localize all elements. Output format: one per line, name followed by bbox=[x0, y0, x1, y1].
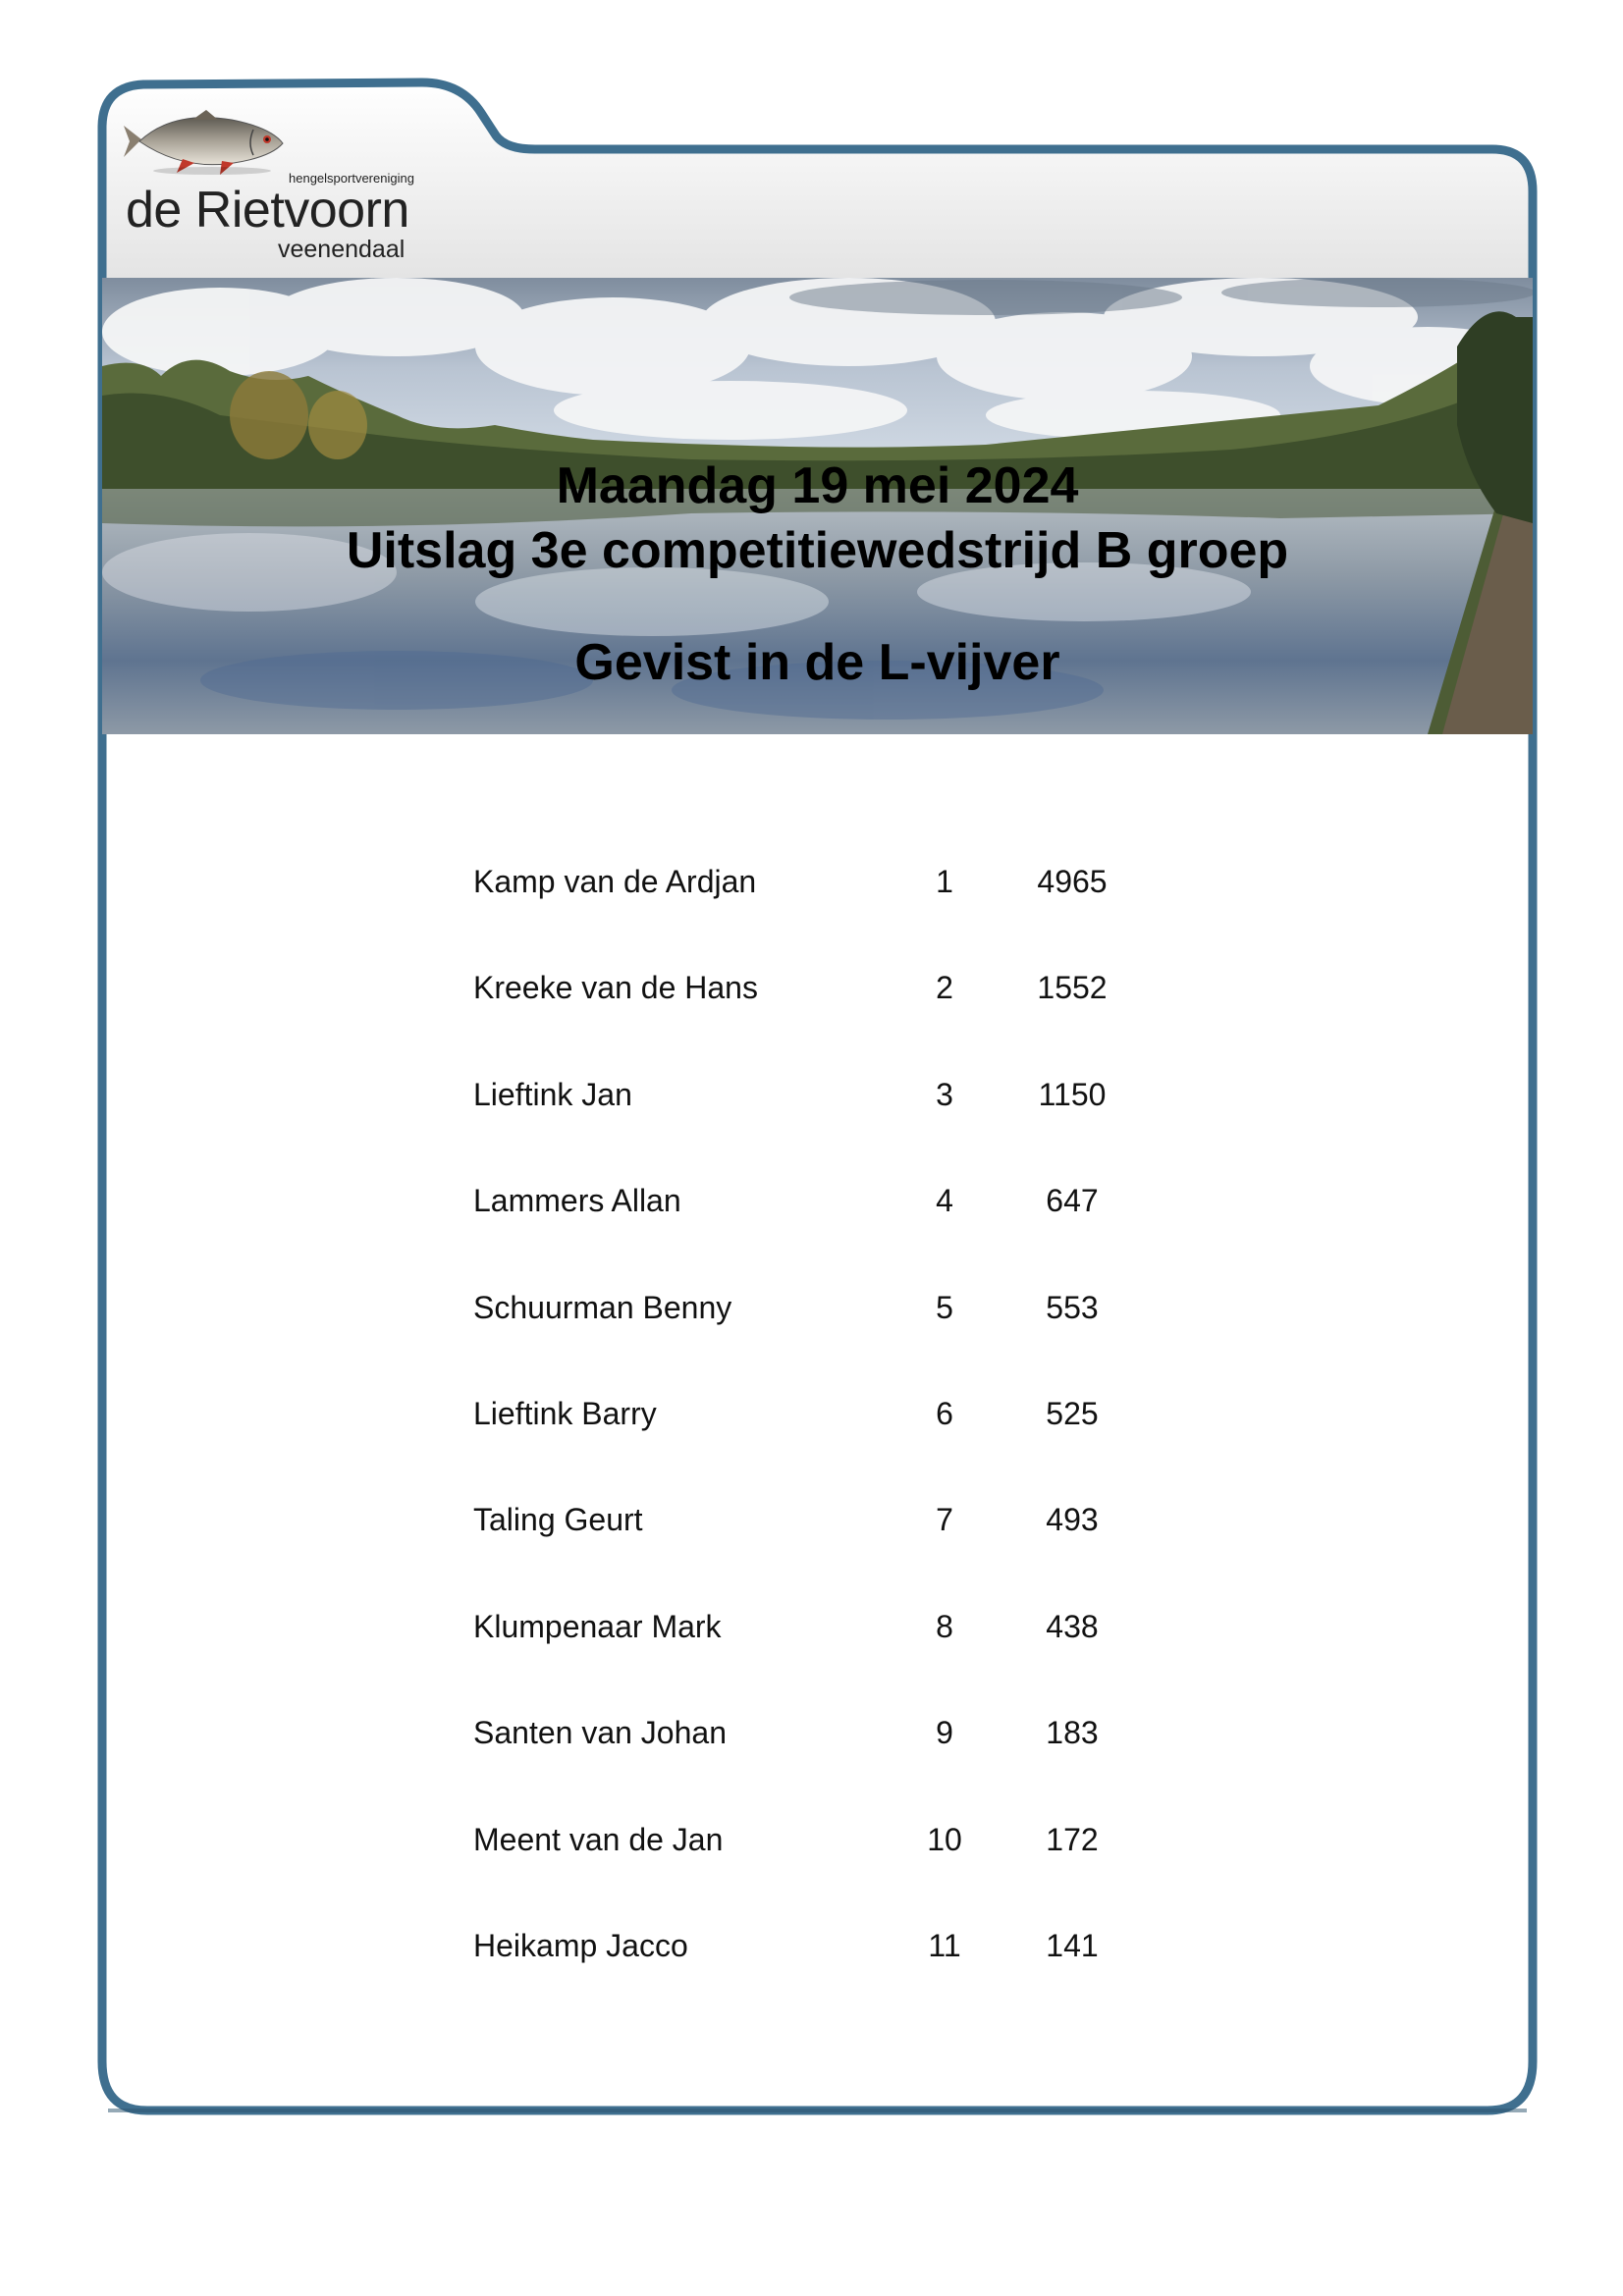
match-date: Maandag 19 mei 2024 bbox=[556, 457, 1079, 514]
result-row bbox=[473, 1290, 1219, 1396]
participant-name: Taling Geurt bbox=[473, 1502, 643, 1538]
participant-weight: 553 bbox=[1046, 1289, 1099, 1325]
participant-name: Lammers Allan bbox=[473, 1183, 681, 1219]
participant-rank: 1 bbox=[936, 864, 953, 899]
participant-weight: 1552 bbox=[1037, 970, 1108, 1006]
club-logo bbox=[116, 106, 430, 273]
participant-weight: 525 bbox=[1046, 1395, 1099, 1431]
participant-weight: 493 bbox=[1046, 1502, 1099, 1538]
participant-name: Kreeke van de Hans bbox=[473, 970, 758, 1006]
match-location: Gevist in de L-vijver bbox=[574, 634, 1060, 691]
participant-weight: 647 bbox=[1046, 1183, 1099, 1219]
participant-rank: 5 bbox=[936, 1289, 953, 1325]
participant-rank: 7 bbox=[936, 1502, 953, 1538]
participant-rank: 9 bbox=[936, 1715, 953, 1751]
participant-name: Santen van Johan bbox=[473, 1715, 727, 1751]
result-row bbox=[473, 1928, 1219, 2034]
fish-icon bbox=[124, 106, 291, 177]
participant-name: Schuurman Benny bbox=[473, 1289, 732, 1325]
result-row bbox=[473, 970, 1219, 1076]
club-city: veenendaal bbox=[278, 236, 406, 263]
result-row bbox=[473, 1822, 1219, 1928]
result-row bbox=[473, 1715, 1219, 1821]
participant-rank: 10 bbox=[927, 1821, 962, 1857]
participant-name: Kamp van de Ardjan bbox=[473, 864, 757, 899]
result-row bbox=[473, 1609, 1219, 1715]
result-row bbox=[473, 1396, 1219, 1502]
participant-weight: 172 bbox=[1046, 1821, 1099, 1857]
participant-rank: 8 bbox=[936, 1608, 953, 1644]
participant-weight: 183 bbox=[1046, 1715, 1099, 1751]
participant-rank: 4 bbox=[936, 1183, 953, 1219]
result-row bbox=[473, 864, 1219, 970]
participant-name: Klumpenaar Mark bbox=[473, 1608, 722, 1644]
participant-weight: 1150 bbox=[1038, 1076, 1107, 1112]
participant-rank: 6 bbox=[936, 1395, 953, 1431]
participant-rank: 3 bbox=[936, 1076, 953, 1112]
participant-weight: 4965 bbox=[1037, 864, 1108, 899]
participant-name: Lieftink Jan bbox=[473, 1076, 632, 1112]
participant-name: Lieftink Barry bbox=[473, 1395, 657, 1431]
participant-rank: 2 bbox=[936, 970, 953, 1006]
participant-name: Heikamp Jacco bbox=[473, 1927, 688, 1963]
participant-weight: 438 bbox=[1046, 1608, 1099, 1644]
participant-rank: 11 bbox=[928, 1927, 961, 1963]
match-title: Uitslag 3e competitiewedstrijd B groep bbox=[346, 522, 1289, 579]
result-row bbox=[473, 1183, 1219, 1289]
title-block bbox=[102, 278, 1533, 734]
club-subtitle: hengelsportvereniging bbox=[289, 171, 414, 186]
club-name: de Rietvoorn bbox=[126, 182, 409, 239]
result-row bbox=[473, 1077, 1219, 1183]
participant-name: Meent van de Jan bbox=[473, 1821, 724, 1857]
result-row bbox=[473, 1502, 1219, 1608]
results-table bbox=[473, 864, 1219, 2034]
participant-weight: 141 bbox=[1046, 1927, 1099, 1963]
